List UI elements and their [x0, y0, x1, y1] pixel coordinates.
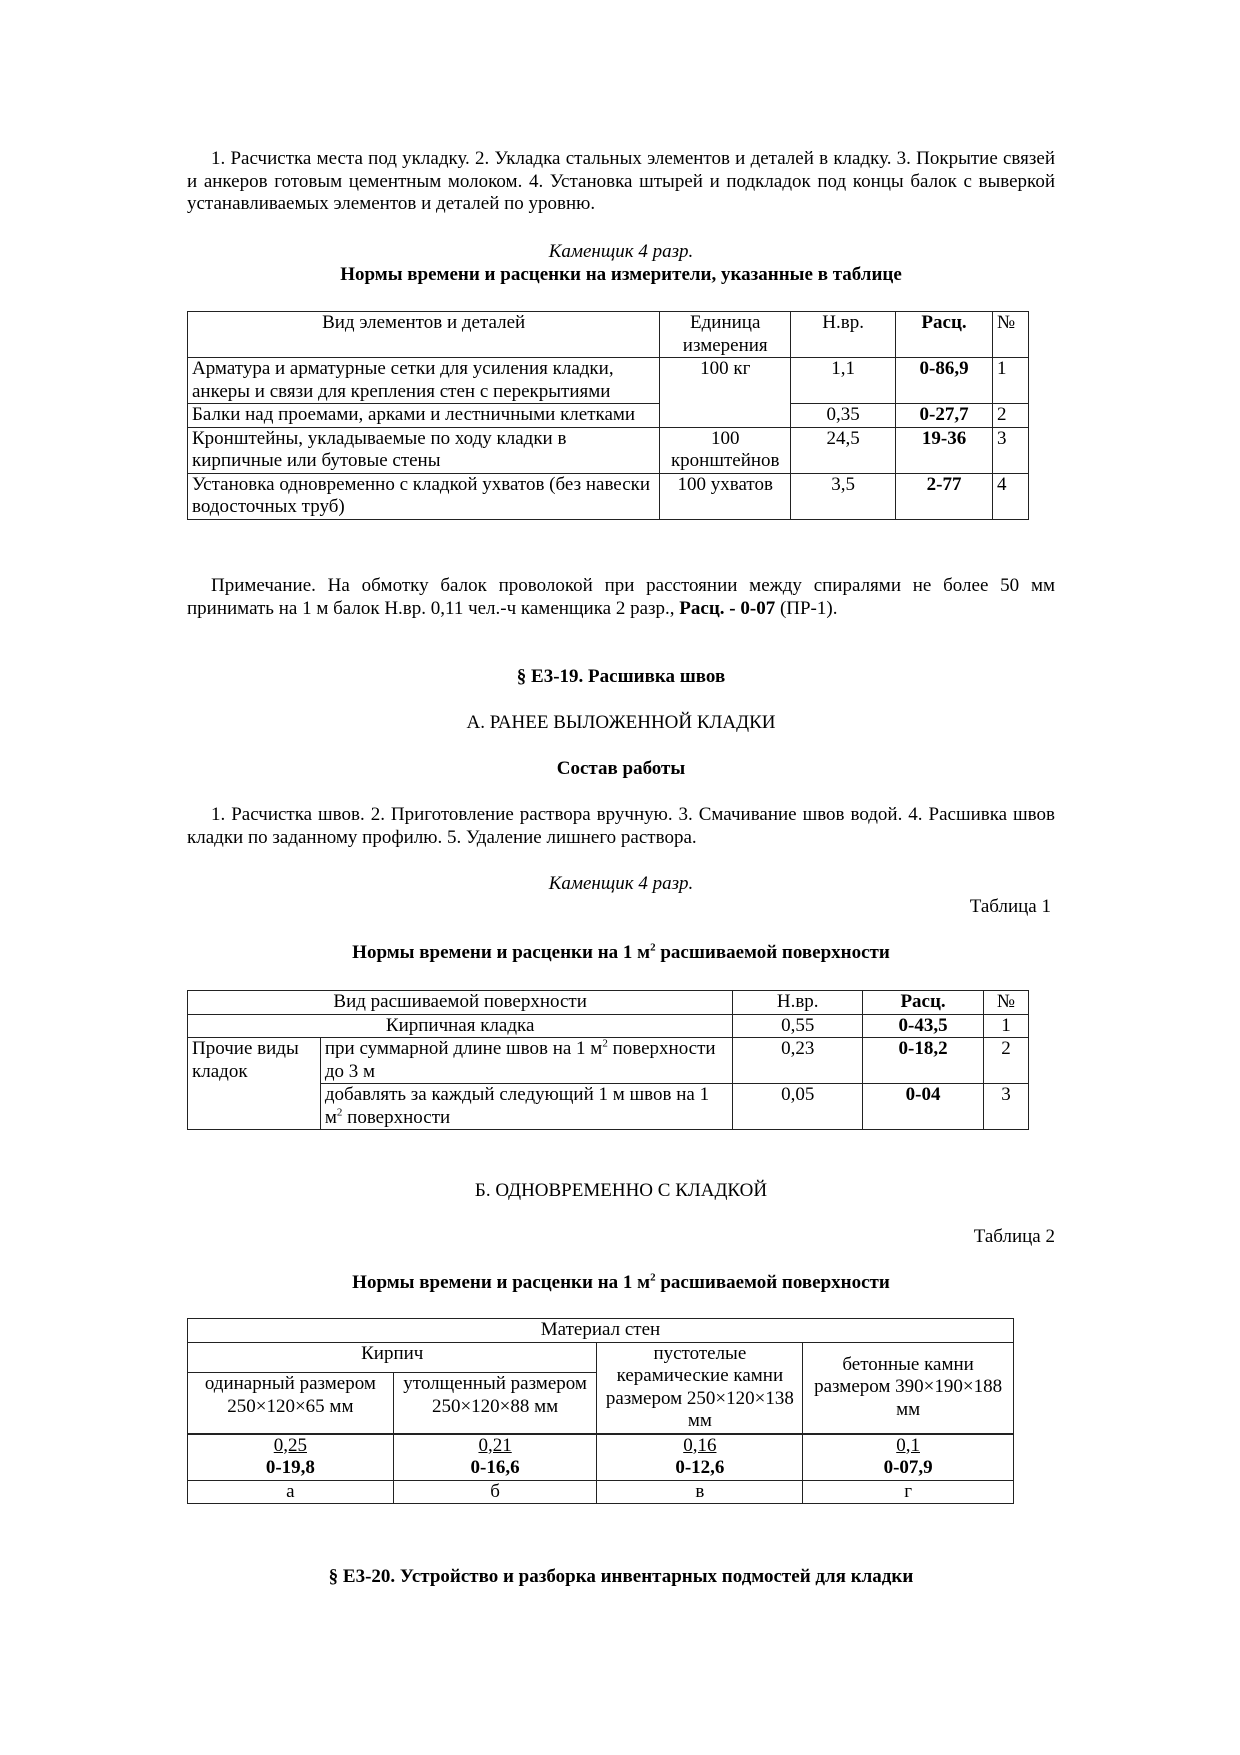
cell-no: 3: [984, 1084, 1029, 1130]
cell-letter: г: [803, 1480, 1014, 1504]
text: при суммарной длине швов на 1 м: [324, 1038, 603, 1059]
cell-nvr: 0,1: [896, 1434, 920, 1456]
table-row: [188, 1014, 1029, 1038]
header-cell: Расц.: [863, 991, 984, 1015]
cell-letter: а: [188, 1480, 394, 1504]
cell-nvr: 0,25: [273, 1434, 307, 1456]
header-cell: Н.вр.: [733, 991, 863, 1015]
cell-name: [320, 1038, 732, 1084]
superscript: 2: [602, 1037, 608, 1050]
work-composition-paragraph: 1. Расчистка места под укладку. 2. Укладка стальных элементов и деталей в кладку. 3. Покрытие связей и анкеров готовым цементным молоком. 4. Установка штырей и подкладок под концы балок с выверкой устанавливаемых элементов и деталей по уровню.: [187, 148, 1055, 214]
worker-grade: Каменщик 4 разр.: [548, 241, 694, 262]
value-cell: [393, 1434, 597, 1481]
work-heading: Состав работы: [556, 758, 686, 779]
section-title: § Е3-19. Расшивка швов: [516, 666, 726, 687]
cell-no: 1: [993, 358, 1029, 404]
superscript: 2: [336, 1106, 343, 1119]
cell-nvr: 0,35: [791, 404, 896, 428]
superscript: 2: [650, 1271, 656, 1284]
cell-name: Установка одновременно с кладкой ухватов (без навески водосточных труб): [188, 473, 660, 519]
cell-rasc: 2-77: [896, 473, 993, 519]
cell-no: 2: [993, 404, 1029, 428]
header-cell: Вид элементов и деталей: [188, 312, 660, 358]
value-cell: [803, 1434, 1014, 1481]
header-material: Материал стен: [188, 1319, 1014, 1343]
cell-nvr: 0,23: [733, 1038, 863, 1084]
cell-unit: 100 ухватов: [660, 473, 791, 519]
cell-rasc: 0-86,9: [896, 358, 993, 404]
cell-rasc: 0-43,5: [863, 1014, 984, 1038]
superscript: 2: [650, 941, 656, 954]
header-cell: одинарный размером 250×120×65 мм: [188, 1373, 394, 1434]
table-title: [187, 1272, 1055, 1294]
table-title: [187, 942, 1055, 964]
header-brick: Кирпич: [188, 1342, 597, 1373]
cell-no: 1: [984, 1014, 1029, 1038]
norms-table-2: [187, 990, 1029, 1130]
table-header-row: [188, 991, 1029, 1015]
header-cell: Единица измерения: [660, 312, 791, 358]
table-row: [188, 358, 1029, 404]
table-row: [188, 473, 1029, 519]
title-text: Нормы времени и расценки на 1 м: [352, 942, 651, 963]
cell-letter: б: [393, 1480, 597, 1504]
table-row: [188, 1038, 1029, 1084]
table-header-row: [188, 312, 1029, 358]
cell-group: Прочие виды кладок: [188, 1038, 321, 1130]
note-text: Примечание. На обмотку балок проволокой при расстоянии между спиралями не более 50 мм принимать на 1 м балок Н.вр. 0,11 чел.-ч каменщика 2 разр.,: [187, 575, 1055, 619]
section-title: § Е3-20. Устройство и разборка инвентарных подмостей для кладки: [328, 1566, 914, 1587]
cell-nvr: 3,5: [791, 473, 896, 519]
note-rate: Расц. - 0-07: [679, 597, 776, 619]
norms-table-3: [187, 1318, 1014, 1504]
cell-name: [320, 1084, 732, 1130]
cell-name: Кронштейны, укладываемые по ходу кладки в кирпичные или бутовые стены: [188, 427, 660, 473]
header-cell: №: [993, 312, 1029, 358]
cell-nvr: 0,55: [733, 1014, 863, 1038]
table-row: [188, 1480, 1014, 1504]
cell-name: Арматура и арматурные сетки для усиления кладки, анкеры и связи для крепления стен с перекрытиями: [188, 358, 660, 404]
text: поверхности: [342, 1106, 451, 1128]
table-row: [188, 427, 1029, 473]
cell-rasc: 0-18,2: [863, 1038, 984, 1084]
cell-letter: в: [597, 1480, 803, 1504]
cell-rasc: 0-04: [863, 1084, 984, 1130]
cell-nvr: 24,5: [791, 427, 896, 473]
work-paragraph: 1. Расчистка швов. 2. Приготовление раствора вручную. 3. Смачивание швов водой. 4. Расшивка швов кладки по заданному профилю. 5. Удаление лишнего раствора.: [187, 804, 1055, 848]
cell-nvr: 0,16: [683, 1434, 717, 1456]
header-cell: пустотелые керамические камни размером 250×120×138 мм: [597, 1342, 803, 1434]
cell-rasc: 0-16,6: [470, 1457, 520, 1478]
cell-no: 2: [984, 1038, 1029, 1084]
cell-rasc: 0-27,7: [896, 404, 993, 428]
subsection-title: Б. ОДНОВРЕМЕННО С КЛАДКОЙ: [474, 1180, 768, 1201]
cell-name: Кирпичная кладка: [188, 1014, 733, 1038]
cell-unit: 100 кронштейнов: [660, 427, 791, 473]
cell-rasc: 0-19,8: [265, 1457, 315, 1478]
cell-rasc: 19-36: [896, 427, 993, 473]
header-cell: бетонные камни размером 390×190×188 мм: [803, 1342, 1014, 1434]
title-text: расшиваемой поверхности: [655, 942, 890, 963]
header-cell: №: [984, 991, 1029, 1015]
table-title: Нормы времени и расценки на измерители, указанные в таблице: [340, 264, 902, 285]
cell-no: 3: [993, 427, 1029, 473]
cell-rasc: 0-12,6: [675, 1457, 725, 1478]
cell-rasc: 0-07,9: [883, 1457, 933, 1478]
table-label: Таблица 2: [973, 1226, 1055, 1247]
cell-nvr: 1,1: [791, 358, 896, 404]
header-cell: утолщенный размером 250×120×88 мм: [393, 1373, 597, 1434]
cell-name: Балки над проемами, арками и лестничными клетками: [188, 404, 660, 428]
table-row: [188, 1434, 1014, 1481]
header-cell: Н.вр.: [791, 312, 896, 358]
cell-unit: 100 кг: [660, 358, 791, 428]
worker-grade: Каменщик 4 разр.: [548, 873, 694, 894]
value-cell: [188, 1434, 394, 1481]
header-cell: Вид расшиваемой поверхности: [188, 991, 733, 1015]
table-header-row: [188, 1319, 1014, 1343]
note-text-end: (ПР-1).: [775, 597, 838, 619]
title-text: Нормы времени и расценки на 1 м: [352, 1272, 651, 1293]
value-cell: [597, 1434, 803, 1481]
table-label: Таблица 1: [969, 896, 1051, 917]
text: поверхности до 3 м: [324, 1038, 716, 1082]
norms-table-1: [187, 311, 1029, 520]
subsection-title: А. РАНЕЕ ВЫЛОЖЕННОЙ КЛАДКИ: [466, 712, 776, 733]
note-paragraph: [187, 575, 1055, 620]
title-text: расшиваемой поверхности: [655, 1272, 890, 1293]
cell-nvr: 0,05: [733, 1084, 863, 1130]
cell-no: 4: [993, 473, 1029, 519]
table-header-row: [188, 1342, 1014, 1373]
table-row: [188, 404, 1029, 428]
header-cell: Расц.: [896, 312, 993, 358]
cell-nvr: 0,21: [478, 1434, 512, 1456]
text: добавлять за каждый следующий 1 м швов на 1 м: [324, 1084, 710, 1128]
